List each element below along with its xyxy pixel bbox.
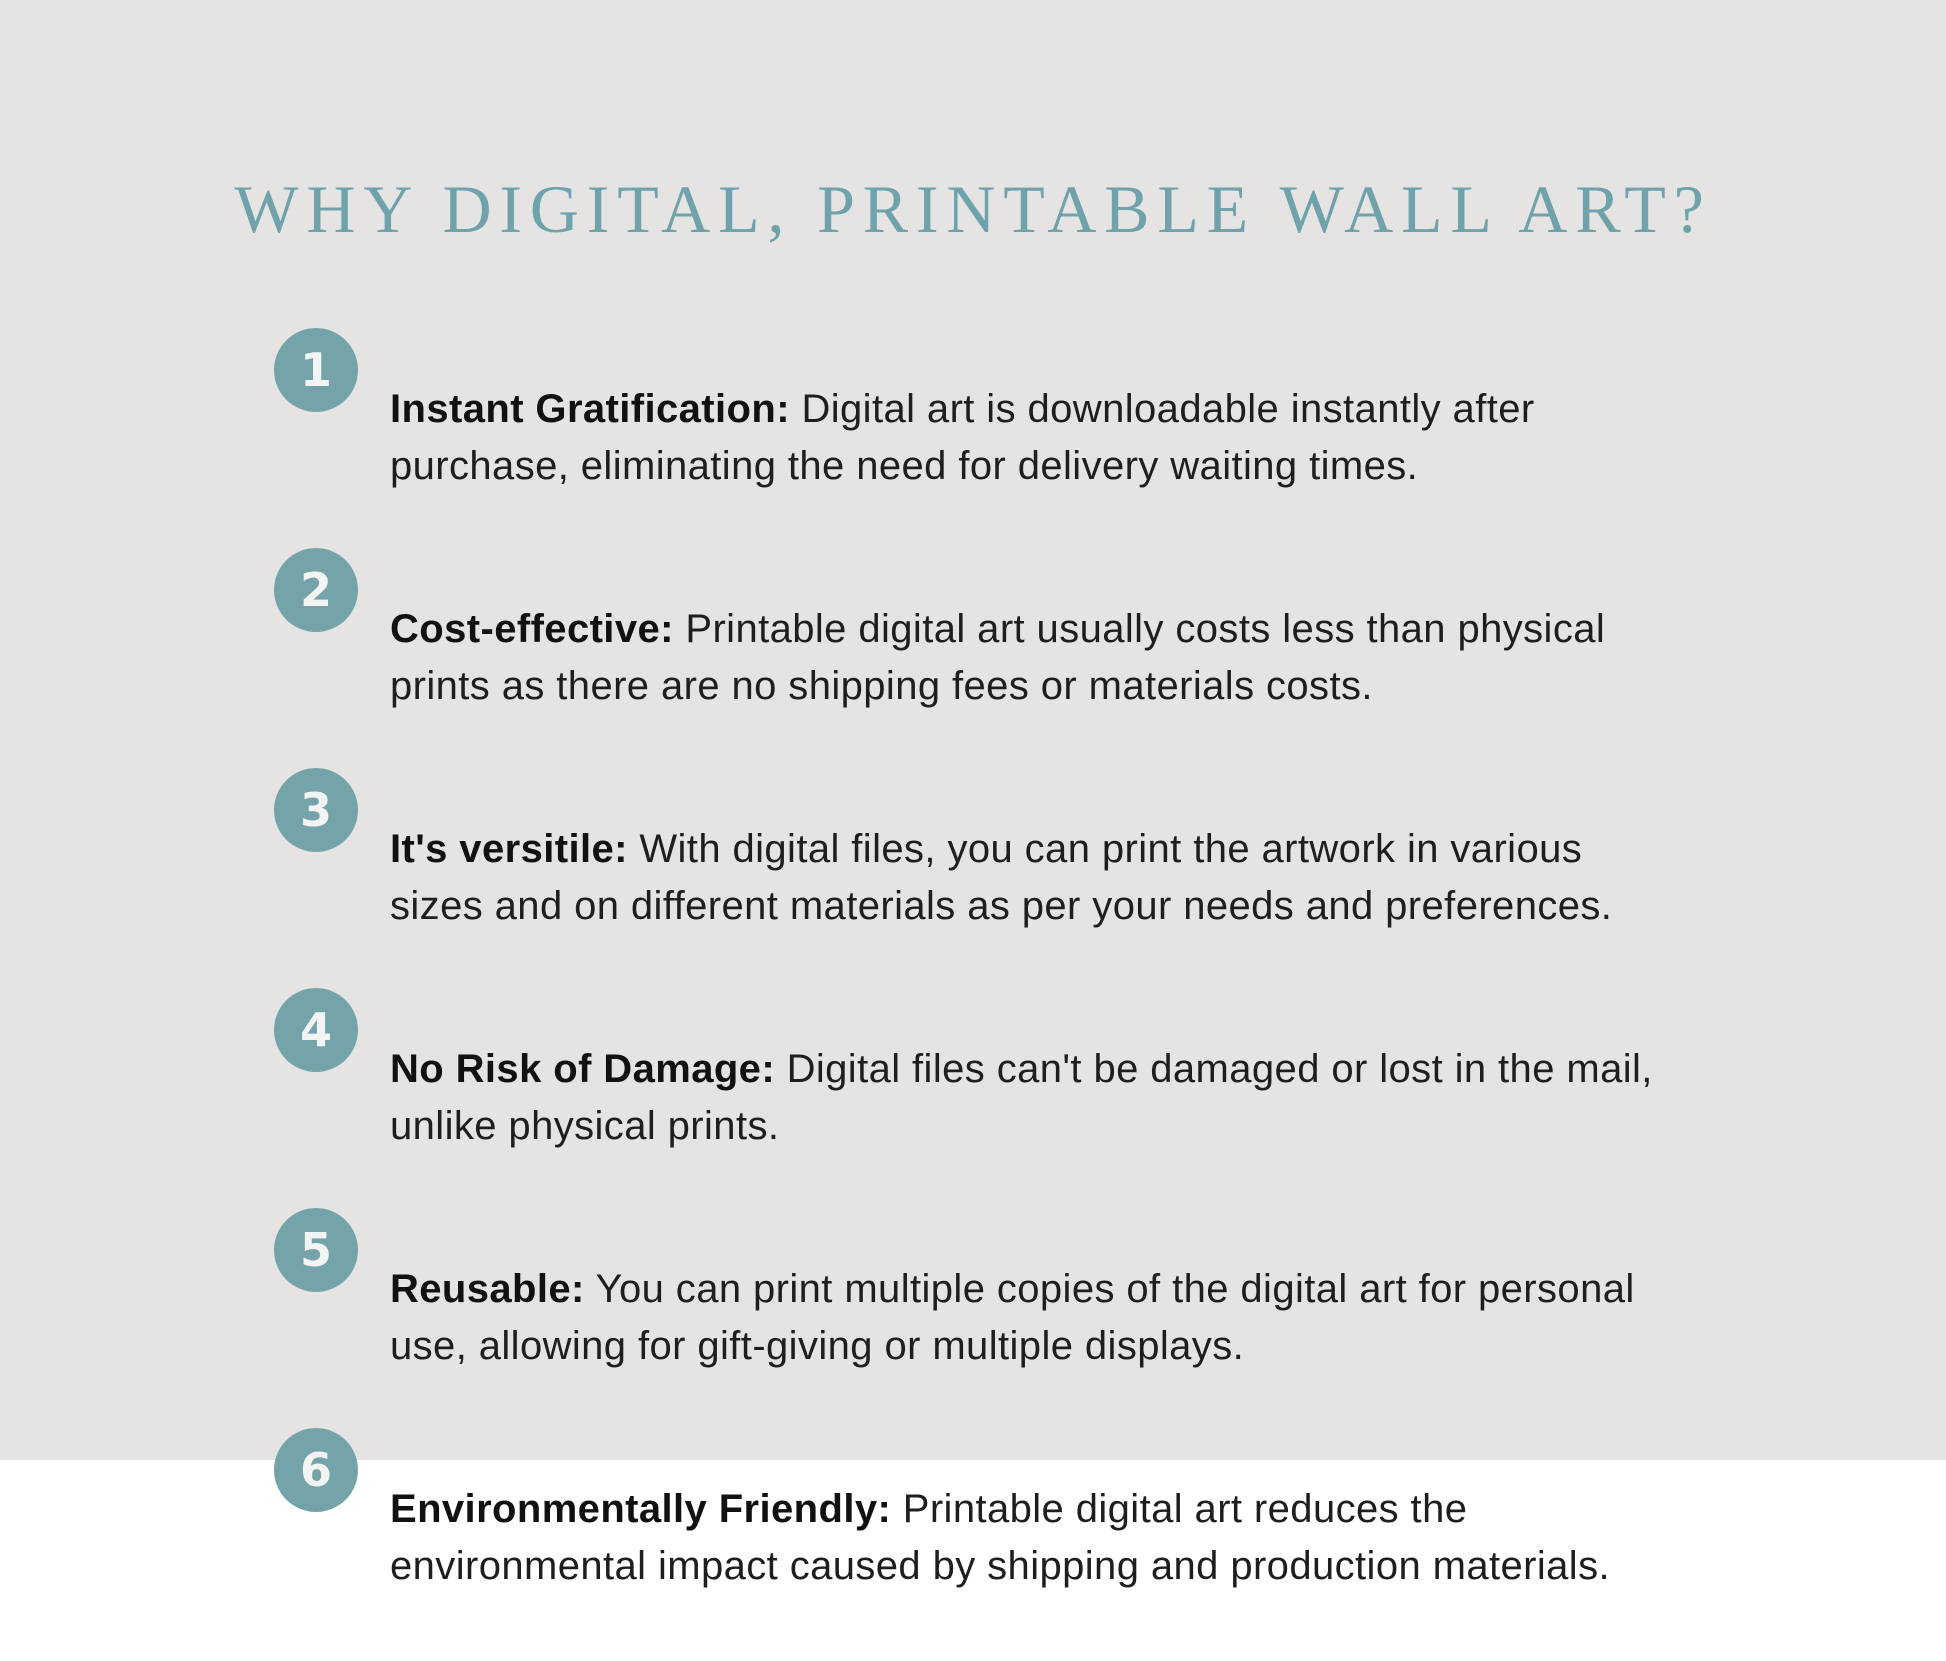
benefit-text [390,1041,1685,1155]
benefit-description: With digital files, you can print the artwork in various sizes and on different materials as per your needs and preferences. [390,827,1613,928]
benefit-number-badge: 4 [274,988,358,1072]
benefit-description: Printable digital art usually costs less than physical prints as there are no shipping fees or materials costs. [390,607,1606,708]
list-item [274,561,1714,755]
benefit-label: It's versitile: [390,827,628,871]
benefit-label: Cost-effective: [390,607,674,651]
benefit-label: Environmentally Friendly: [390,1487,892,1531]
benefit-description: Digital files can't be damaged or lost in the mail, unlike physical prints. [390,1047,1653,1148]
benefit-text [390,821,1685,935]
benefit-description: Printable digital art reduces the environmental impact caused by shipping and production materials. [390,1487,1611,1588]
benefit-description: You can print multiple copies of the digital art for personal use, allowing for gift-giving or multiple displays. [390,1267,1635,1368]
list-item [274,341,1714,535]
benefit-label: Instant Gratification: [390,387,790,431]
benefit-text [390,1261,1685,1375]
benefit-text [390,1481,1685,1595]
benefit-label: No Risk of Damage: [390,1047,776,1091]
benefit-number-badge: 1 [274,328,358,412]
list-item [274,1001,1714,1195]
list-item [274,781,1714,975]
benefit-text [390,601,1685,715]
benefit-text [390,381,1685,495]
benefit-number-badge: 5 [274,1208,358,1292]
benefit-number-badge: 6 [274,1428,358,1512]
benefit-number-badge: 2 [274,548,358,632]
benefit-label: Reusable: [390,1267,585,1311]
list-item [274,1221,1714,1415]
page-title: WHY DIGITAL, PRINTABLE WALL ART? [234,171,1712,247]
list-item [274,1441,1714,1635]
benefit-number-badge: 3 [274,768,358,852]
benefit-description: Digital art is downloadable instantly after purchase, eliminating the need for delivery waiting times. [390,387,1535,488]
benefits-list [274,341,1714,1661]
